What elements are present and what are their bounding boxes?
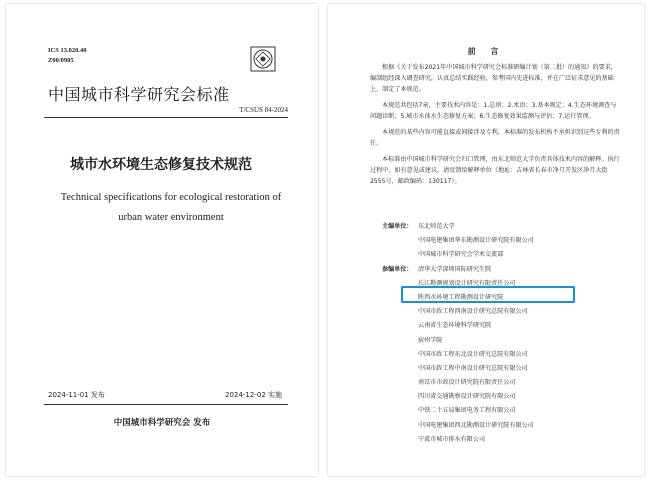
- chief-unit: 中国城市科学研究会学术交流部: [418, 251, 504, 259]
- unit-row: [370, 390, 630, 404]
- chief-editor-label: 主编单位：: [382, 223, 413, 230]
- cover-page: [6, 4, 318, 476]
- standard-number: T/CSUS 84-2024: [239, 106, 288, 114]
- participant-unit: 清华大学深圳国际研究生院: [418, 265, 492, 273]
- publish-date: 2024-11-01 发布: [48, 391, 105, 399]
- unit-row: [370, 433, 630, 447]
- unit-row: [370, 234, 630, 248]
- participant-unit-highlighted: 陕西水环境工程勘测设计研究院: [418, 293, 504, 301]
- participant-unit: 中国市政工程西南设计研究总院有限公司: [418, 308, 528, 316]
- unit-row: [370, 305, 630, 319]
- unit-row: [370, 362, 630, 376]
- foreword-paragraph: 根据《关于发布2021年中国城市科学研究会标准研编计划（第二批）的通知》的要求，编制组经深入调查研究，认真总结实践经验，参考国内先进标准，并在广泛征求意见的基础上，制定了本规范。: [370, 64, 617, 94]
- ccs-code: Z00/0905: [48, 57, 74, 64]
- participant-unit: 南京市市政设计研究院有限责任公司: [418, 379, 516, 387]
- foreword-paragraph: 本标准由中国城市科学研究会归口管理，由东北师范大学负责具体技术内容的解释。执行过程中，如有意见或建议，请反馈给解释单位（地址：吉林省长春市净月开发区净月大街2555号，邮政编码：130117）。: [370, 155, 620, 186]
- unit-row: [370, 419, 630, 433]
- participant-unit: 四川省交通勘察设计研究院有限公司: [418, 393, 516, 401]
- participant-unit: 宁波市城市排水有限公司: [418, 435, 486, 443]
- participant-unit: 中铁二十五局集团电务工程有限公司: [418, 407, 516, 415]
- unit-row: [370, 220, 630, 234]
- participant-label: 参编单位：: [382, 265, 413, 273]
- participant-unit: 中国市政工程东北设计研究总院有限公司: [418, 350, 528, 358]
- footer-divider: [44, 404, 288, 405]
- drafting-units: [370, 220, 630, 447]
- participant-unit: 中国市政工程中南设计研究总院有限公司: [418, 364, 528, 372]
- standard-title-chinese: 城市水环境生态修复技术规范: [70, 157, 252, 173]
- participant-unit: 长江勘测规划设计研究有限责任公司: [418, 279, 516, 287]
- participant-unit: 云南省生态环境科学研究院: [418, 322, 492, 330]
- unit-row: [370, 376, 630, 390]
- implement-date: 2024-12-02 实施: [225, 391, 282, 399]
- chief-unit: 中国电建集团华东勘测设计研究院有限公司: [418, 237, 534, 245]
- unit-row: [370, 248, 630, 262]
- unit-row: [370, 404, 630, 418]
- standard-title-english: Technical specifications for ecological restoration of urban water environment: [60, 192, 282, 223]
- participant-unit: 中国电建集团西北勘测设计研究院有限公司: [418, 421, 534, 429]
- header-divider: [44, 117, 288, 118]
- foreword-heading: 前 言: [467, 47, 505, 56]
- foreword-body: [370, 62, 620, 192]
- publisher: 中国城市科学研究会 发布: [113, 418, 211, 428]
- unit-row: [370, 263, 630, 277]
- highlight-box: [401, 286, 575, 303]
- csus-logo-icon: [250, 46, 276, 72]
- ics-code: ICS 13.020.40: [48, 47, 87, 54]
- unit-row: [370, 319, 630, 333]
- foreword-page: [328, 4, 644, 476]
- classification-codes: [48, 46, 86, 66]
- chief-unit: 东北师范大学: [418, 223, 455, 230]
- foreword-paragraph: 本规范的某些内容可能直接或间接涉及专利，本标准的发布机构不承担识别这些专利的责任。: [370, 129, 620, 148]
- foreword-paragraph: 本规范共包括7章，主要技术内容是：1.总则；2.术语；3.基本规定；4.生态环境调查与问题诊断；5.城市水体水生态修复方案；6.生态修复效果监测与评估；7.运行管理。: [370, 102, 617, 121]
- participant-unit: 宿州学院: [418, 336, 443, 344]
- organization-standard-title: 中国城市科学研究会标准: [48, 85, 230, 104]
- unit-row: [370, 348, 630, 362]
- unit-row: [370, 334, 630, 348]
